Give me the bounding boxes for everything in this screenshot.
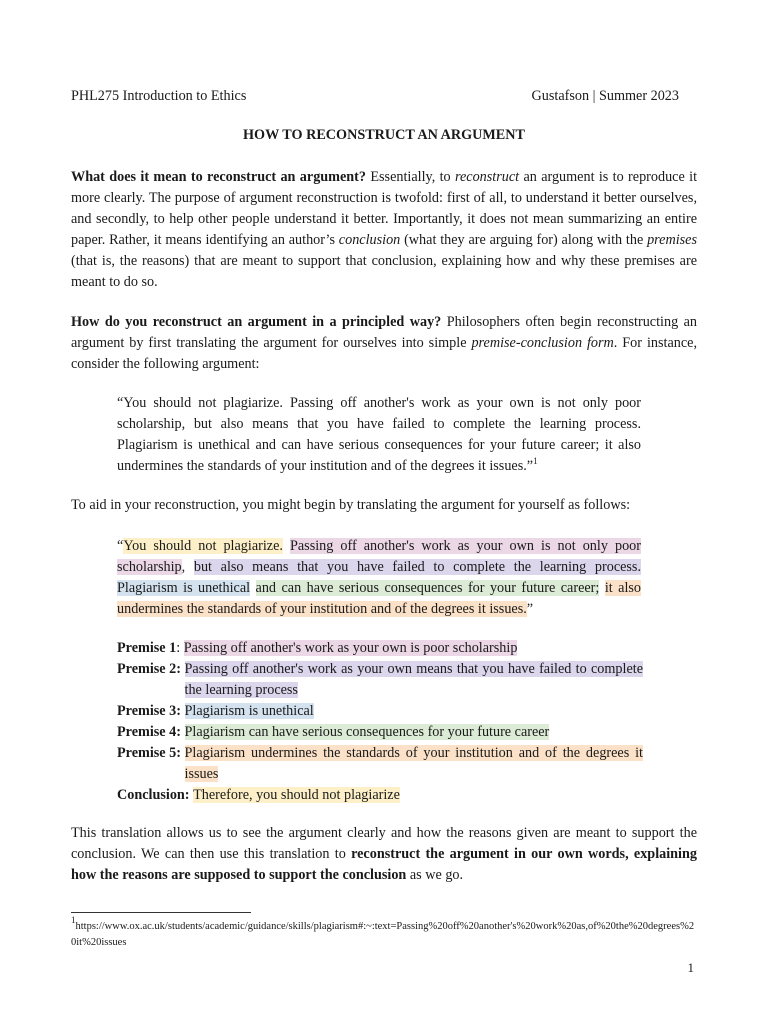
premise-text: Plagiarism can have serious consequences for your future career (184, 724, 550, 740)
premise-label: Premise 4: (117, 724, 181, 740)
footnote-number: 1 (71, 915, 76, 925)
premise-2-row (117, 659, 643, 701)
course-title: PHL275 Introduction to Ethics (71, 88, 247, 104)
highlight-premise-2: but also means that you have failed to complete the learning process. (193, 559, 641, 575)
premise-list (117, 638, 643, 806)
highlight-premise-1: Passing off another's work as your own is not only poor scholarship (117, 538, 641, 575)
highlight-premise-5: it also undermines the standards of your institution and of the degrees it issues. (117, 580, 642, 617)
footnote-url[interactable]: https://www.ox.ac.uk/students/academic/guidance/skills/plagiarism#:~:text=Passing%20off%20another's%20work%20as,of%20the%20degrees%20it%20issues (71, 921, 695, 948)
footnote (71, 915, 697, 951)
highlight-conclusion: You should not plagiarize. (123, 538, 283, 554)
premise-text: Passing off another's work as your own means that you have failed to complete the learning process (184, 661, 643, 698)
highlighted-argument-quote: “You should not plagiarize. Passing off another's work as your own is not only poor scholarship, but also means that you have failed to complete the learning process. Plagiarism is unethical and can have serious consequences for your future career; it also undermines the standards of your institution and of the degrees it issues.” (117, 538, 642, 617)
emphasis-premises: premises (647, 232, 697, 248)
premise-text: Plagiarism is unethical (184, 703, 314, 719)
conclusion-text: Therefore, you should not plagiarize (193, 787, 400, 803)
footnote-marker[interactable]: 1 (533, 456, 538, 466)
question-heading: What does it mean to reconstruct an argument? (71, 169, 367, 185)
conclusion-row (117, 785, 643, 806)
paragraph-translation-purpose: This translation allows us to see the argument clearly and how the reasons given are meant to support the conclusion. We can then use this translation to reconstruct the argument in our own words, explaining how the reasons are supposed to support the conclusion as we go. (71, 825, 697, 883)
question-heading: How do you reconstruct an argument in a principled way? (71, 314, 442, 330)
paragraph-translation-intro: To aid in your reconstruction, you might begin by translating the argument for yourself as follows: (71, 497, 631, 513)
emphasis-conclusion: conclusion (338, 232, 401, 248)
premise-text: Passing off another's work as your own is poor scholarship (183, 640, 518, 656)
highlight-premise-3: Plagiarism is unethical (117, 580, 251, 596)
emphasis-reconstruct: reconstruct (455, 169, 520, 185)
footnote-divider (71, 912, 251, 913)
page-title: HOW TO RECONSTRUCT AN ARGUMENT (243, 127, 525, 143)
instructor-term: Gustafson | Summer 2023 (531, 88, 679, 104)
premise-label: Premise 3: (117, 703, 181, 719)
premise-label: Premise 1 (117, 640, 177, 656)
premise-label: Premise 2: (117, 661, 181, 677)
emphasis-premise-conclusion-form: premise-conclusion form (471, 335, 614, 351)
page-number: 1 (687, 960, 694, 975)
example-argument-quote: “You should not plagiarize. Passing off another's work as your own is not only poor scholarship, but also means that you have failed to complete the learning process. Plagiarism is unethical and can have serious consequences for your future career; it also undermines the standards of your institution and of the degrees it issues.”$^1$ (117, 395, 641, 474)
paragraph-what-is-reconstruction: What does it mean to reconstruct an argument? Essentially, to reconstruct an argument is to reproduce it more clearly. The purpose of argument reconstruction is twofold: first of all, to understand it better ourselves, and secondly, to help other people understand it better. Importantly, it does not mean summarizing an entire paper. Rather, it means identifying an author’s conclusion (what they are arguing for) along with the premises (that is, the reasons) that are meant to support that conclusion, explaining how and why these premises are meant to do so. (71, 169, 698, 290)
highlight-premise-4: and can have serious consequences for your future career; (255, 580, 600, 596)
premise-5-row (117, 743, 643, 785)
paragraph-principled-way: How do you reconstruct an argument in a principled way? Philosophers often begin reconstructing an argument by first translating the argument for ourselves into simple premise-conclusion form. For instance, consider the following argument: (71, 314, 697, 372)
conclusion-label: Conclusion: (117, 787, 190, 803)
premise-text: Plagiarism undermines the standards of your institution and of the degrees it issues (184, 745, 643, 782)
premise-3-row (117, 701, 643, 722)
premise-4-row (117, 722, 643, 743)
premise-1-row: Premise 1 : Passing off another's work as your own is poor scholarship (117, 638, 643, 659)
emphasis-reconstruct-own-words: reconstruct the argument in our own words, explaining how the reasons are supposed to support the conclusion (71, 846, 697, 883)
premise-label: Premise 5: (117, 745, 181, 761)
